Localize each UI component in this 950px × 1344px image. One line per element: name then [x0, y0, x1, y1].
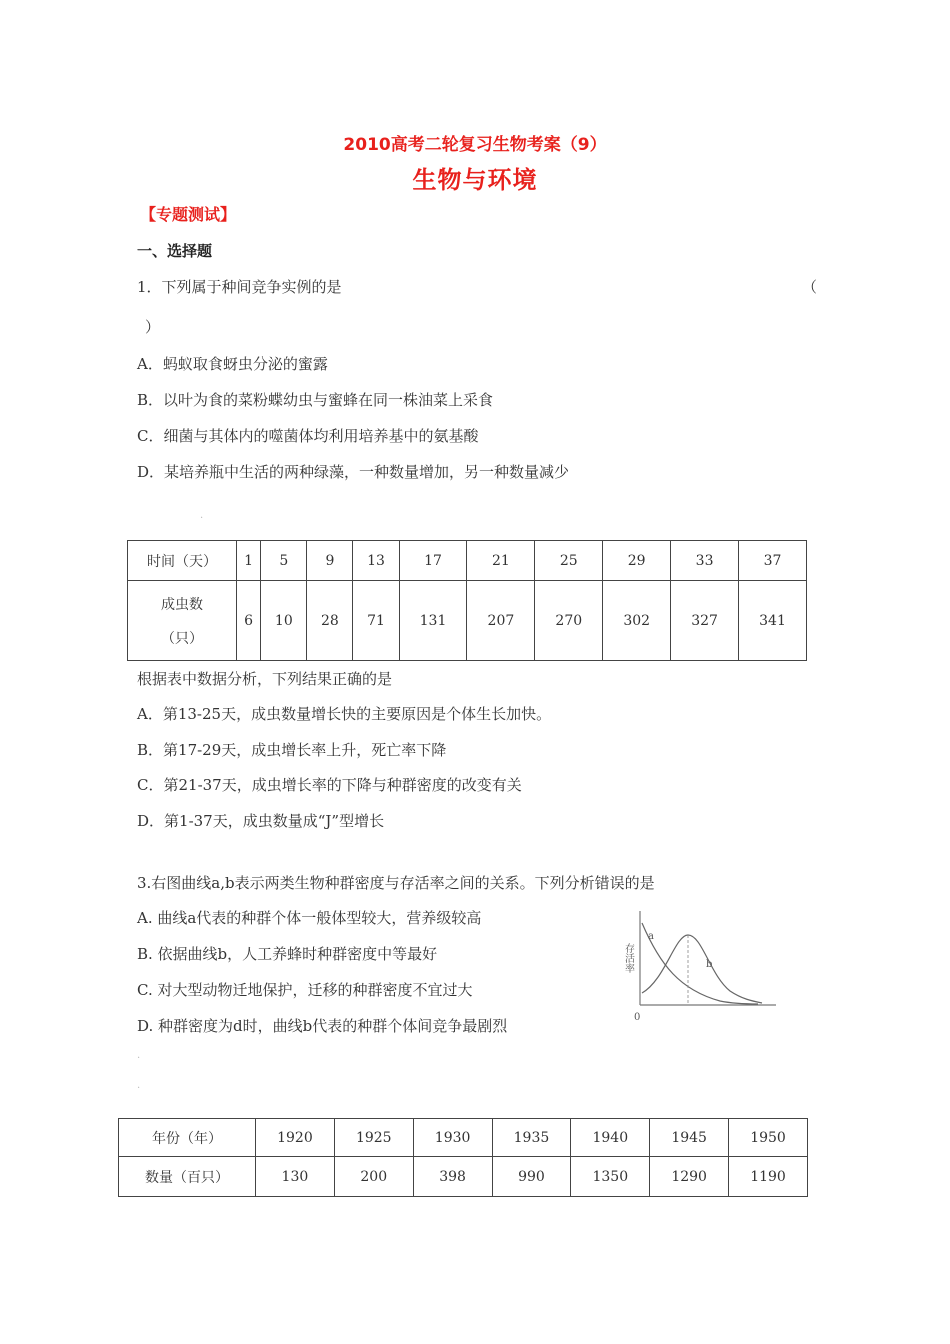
table-cell: 13 — [353, 541, 399, 581]
q2-option-d: D．第1-37天，成虫数量成“J”型增长 — [137, 812, 385, 830]
table-header-cell: 数量（百只） — [119, 1157, 256, 1197]
table-row — [119, 1119, 808, 1157]
table-cell: 130 — [256, 1157, 335, 1197]
part-heading: 一、选择题 — [137, 242, 213, 260]
q3-option-d: D. 种群密度为d时，曲线b代表的种群个体间竞争最剧烈 — [137, 1017, 508, 1035]
table-cell: 990 — [492, 1157, 571, 1197]
table-cell: 200 — [334, 1157, 413, 1197]
q3-option-a: A. 曲线a代表的种群个体一般体型较大，营养级较高 — [137, 909, 482, 927]
table-cell: 398 — [413, 1157, 492, 1197]
q1-option-b: B．以叶为食的菜粉蝶幼虫与蜜蜂在同一株油菜上采食 — [137, 391, 494, 409]
curve-a-label: a — [648, 931, 654, 942]
table-cell: 1350 — [571, 1157, 650, 1197]
table-row — [128, 581, 807, 661]
table-cell: 37 — [739, 541, 807, 581]
table-cell: 1935 — [492, 1119, 571, 1157]
table-cell: 5 — [261, 541, 307, 581]
table-cell: 9 — [307, 541, 353, 581]
table-cell: 302 — [603, 581, 671, 661]
survival-density-figure — [620, 905, 780, 1025]
q3-stem: 3.右图曲线a,b表示两类生物种群密度与存活率之间的关系。下列分析错误的是 — [137, 874, 655, 892]
q1-stem: 1．下列属于种间竞争实例的是 — [137, 278, 342, 296]
table-cell: 33 — [671, 541, 739, 581]
section-label: 【专题测试】 — [140, 205, 237, 224]
table-cell: 1190 — [729, 1157, 808, 1197]
q2-option-a: A．第13-25天，成虫数量增长快的主要原因是个体生长加快。 — [137, 705, 552, 723]
table-cell: 1930 — [413, 1119, 492, 1157]
curve-b — [642, 935, 762, 1003]
row-label-line: （只） — [161, 630, 203, 647]
q1-option-a: A．蚂蚁取食蚜虫分泌的蜜露 — [137, 355, 328, 373]
table-cell: 71 — [353, 581, 399, 661]
table-cell: 6 — [237, 581, 261, 661]
table-row — [119, 1157, 808, 1197]
table-cell: 25 — [535, 541, 603, 581]
table-header-cell: 年份（年） — [119, 1119, 256, 1157]
row-label-line: 成虫数 — [161, 596, 203, 613]
q2-option-b: B．第17-29天，成虫增长率上升，死亡率下降 — [137, 741, 447, 759]
table-cell: 270 — [535, 581, 603, 661]
population-table — [118, 1118, 808, 1197]
q2-option-c: C．第21-37天，成虫增长率的下降与种群密度的改变有关 — [137, 776, 522, 794]
curve-a — [642, 923, 758, 1004]
q3-option-b: B. 依据曲线b，人工养蜂时种群密度中等最好 — [137, 945, 438, 963]
table-cell: 17 — [399, 541, 467, 581]
table-cell: 1290 — [650, 1157, 729, 1197]
table-header-cell — [128, 581, 237, 661]
q1-paren-close: ） — [145, 318, 161, 336]
table-cell: 1 — [237, 541, 261, 581]
table-cell: 28 — [307, 581, 353, 661]
q1-option-c: C．细菌与其体内的噬菌体均利用培养基中的氨基酸 — [137, 427, 479, 445]
q1-option-d: D．某培养瓶中生活的两种绿藻，一种数量增加，另一种数量减少 — [137, 463, 570, 481]
insect-count-table — [127, 540, 807, 661]
blank-mark: . — [137, 1080, 141, 1091]
table-cell: 29 — [603, 541, 671, 581]
table-cell: 131 — [399, 581, 467, 661]
table-cell: 1925 — [334, 1119, 413, 1157]
blank-mark: . — [137, 1050, 141, 1061]
table-cell: 341 — [739, 581, 807, 661]
table-cell: 10 — [261, 581, 307, 661]
doc-title: 2010高考二轮复习生物考案（9） — [343, 135, 607, 155]
table-cell: 207 — [467, 581, 535, 661]
table-row — [128, 541, 807, 581]
table-cell: 1945 — [650, 1119, 729, 1157]
table-cell: 327 — [671, 581, 739, 661]
table-header-cell: 时间（天） — [128, 541, 237, 581]
table-cell: 1950 — [729, 1119, 808, 1157]
figure-ylabel: 存活率 — [622, 943, 634, 973]
q3-option-c: C. 对大型动物迁地保护，迁移的种群密度不宜过大 — [137, 981, 473, 999]
doc-subtitle: 生物与环境 — [412, 166, 538, 194]
table-cell: 1920 — [256, 1119, 335, 1157]
table-cell: 1940 — [571, 1119, 650, 1157]
curve-b-label: b — [706, 959, 713, 970]
table-cell: 21 — [467, 541, 535, 581]
blank-mark: . — [200, 510, 204, 521]
figure-origin: 0 — [634, 1012, 641, 1023]
q2-stem: 根据表中数据分析，下列结果正确的是 — [137, 670, 393, 688]
q1-paren-open: （ — [802, 278, 818, 296]
